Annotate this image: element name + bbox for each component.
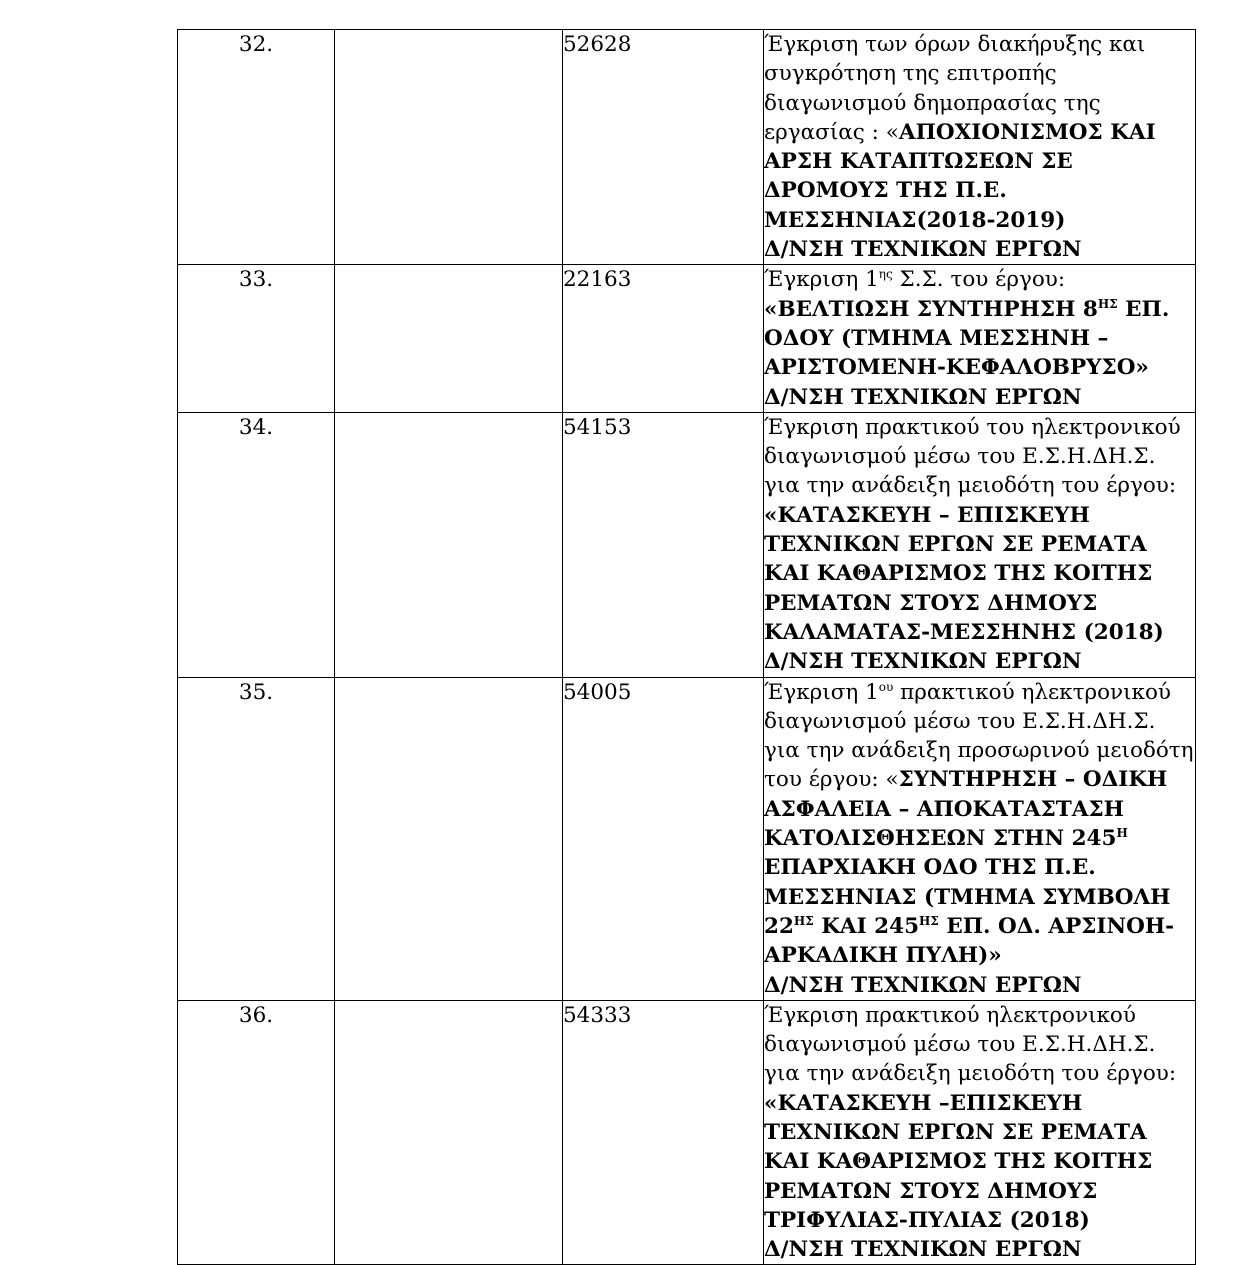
empty-cell xyxy=(335,1000,563,1265)
table-row xyxy=(178,677,1196,1000)
empty-cell xyxy=(335,265,563,412)
department-label: Δ/ΝΣΗ ΤΕΧΝΙΚΩΝ ΕΡΓΩΝ xyxy=(764,972,1082,998)
item-number: 32. xyxy=(178,30,335,265)
superscript-text: ΗΣ xyxy=(919,913,939,928)
description-fragment: ΣΥΝΤΗΡΗΣΗ – ΟΔΙΚΗ ΑΣΦΑΛΕΙΑ – ΑΠΟΚΑΤΑΣΤΑΣΗ ΚΑΤΟΛΙΣΘΗΣΕΩΝ ΣΤΗΝ 245 xyxy=(764,767,1168,852)
description-text xyxy=(764,1001,1195,1235)
item-number: 36. xyxy=(178,1000,335,1265)
item-description xyxy=(764,265,1196,412)
item-number: 33. xyxy=(178,265,335,412)
protocol-number: 54153 xyxy=(563,412,764,677)
agenda-table xyxy=(177,29,1196,1265)
description-fragment: ΕΠ. ΟΔΟΥ (ΤΜΗΜΑ ΜΕΣΣΗΝΗ – ΑΡΙΣΤΟΜΕΝΗ-ΚΕΦΑΛΟΒΡΥΣΟ» xyxy=(764,296,1170,381)
item-number: 34. xyxy=(178,412,335,677)
item-description xyxy=(764,1000,1196,1265)
item-number: 35. xyxy=(178,677,335,1000)
description-fragment: Έγκριση 1 xyxy=(764,267,879,293)
table-row xyxy=(178,412,1196,677)
superscript-text: ου xyxy=(878,679,894,694)
description-fragment: ΚΑΙ 245 xyxy=(813,913,920,939)
description-text xyxy=(764,678,1195,971)
table-row xyxy=(178,265,1196,412)
description-fragment: Σ.Σ. του έργου: xyxy=(892,267,1066,293)
table-row xyxy=(178,1000,1196,1265)
protocol-number: 54005 xyxy=(563,677,764,1000)
description-fragment: Έγκριση πρακτικού του ηλεκτρονικού διαγωνισμού μέσω του Ε.Σ.Η.ΔΗ.Σ. για την ανάδειξη μειοδότη του έργου: xyxy=(764,414,1181,499)
description-fragment: Έγκριση των όρων διακήρυξης και συγκρότηση της επιτροπής διαγωνισμού δημοπρασίας της εργασίας : « xyxy=(764,32,1146,145)
description-text xyxy=(764,413,1195,647)
item-description xyxy=(764,677,1196,1000)
superscript-text: ης xyxy=(878,267,893,282)
department-label: Δ/ΝΣΗ ΤΕΧΝΙΚΩΝ ΕΡΓΩΝ xyxy=(764,237,1082,263)
description-fragment: ΑΠΟΧΙΟΝΙΣΜΟΣ ΚΑΙ ΑΡΣΗ ΚΑΤΑΠΤΩΣΕΩΝ ΣΕ ΔΡΟΜΟΥΣ ΤΗΣ Π.Ε. ΜΕΣΣΗΝΙΑΣ(2018-2019) xyxy=(764,119,1156,233)
protocol-number: 54333 xyxy=(563,1000,764,1265)
department-label: Δ/ΝΣΗ ΤΕΧΝΙΚΩΝ ΕΡΓΩΝ xyxy=(764,384,1082,410)
agenda-table-body xyxy=(178,30,1196,1265)
protocol-number: 22163 xyxy=(563,265,764,412)
description-fragment: πρακτικού ηλεκτρονικού διαγωνισμού μέσω του Ε.Σ.Η.ΔΗ.Σ. για την ανάδειξη προσωρινού μειοδότη του έργου: « xyxy=(764,679,1194,793)
description-fragment: «ΒΕΛΤΙΩΣΗ ΣΥΝΤΗΡΗΣΗ 8 xyxy=(764,296,1098,322)
description-text xyxy=(764,30,1195,235)
superscript-text: ΗΣ xyxy=(793,913,814,928)
empty-cell xyxy=(335,677,563,1000)
description-fragment: Έγκριση πρακτικού ηλεκτρονικού διαγωνισμού μέσω του Ε.Σ.Η.ΔΗ.Σ. για την ανάδειξη μειοδότη του έργου: xyxy=(764,1002,1177,1087)
item-description xyxy=(764,412,1196,677)
department-label: Δ/ΝΣΗ ΤΕΧΝΙΚΩΝ ΕΡΓΩΝ xyxy=(764,1237,1082,1263)
description-fragment: ΕΠΑΡΧΙΑΚΗ ΟΔΟ ΤΗΣ Π.Ε. ΜΕΣΣΗΝΙΑΣ (ΤΜΗΜΑ ΣΥΜΒΟΛΗ 22 xyxy=(764,855,1171,939)
description-text xyxy=(764,265,1195,382)
empty-cell xyxy=(335,30,563,265)
empty-cell xyxy=(335,412,563,677)
protocol-number: 52628 xyxy=(563,30,764,265)
description-fragment: «ΚΑΤΑΣΚΕΥΗ –ΕΠΙΣΚΕΥΗ ΤΕΧΝΙΚΩΝ ΕΡΓΩΝ ΣΕ ΡΕΜΑΤΑ ΚΑΙ ΚΑΘΑΡΙΣΜΟΣ ΤΗΣ ΚΟΙΤΗΣ ΡΕΜΑΤΩΝ ΣΤΟΥΣ ΔΗΜΟΥΣ ΤΡΙΦΥΛΙΑΣ-ΠΥΛΙΑΣ (2018) xyxy=(764,1090,1153,1233)
description-fragment: «ΚΑΤΑΣΚΕΥΗ – ΕΠΙΣΚΕΥΗ ΤΕΧΝΙΚΩΝ ΕΡΓΩΝ ΣΕ ΡΕΜΑΤΑ ΚΑΙ ΚΑΘΑΡΙΣΜΟΣ ΤΗΣ ΚΟΙΤΗΣ ΡΕΜΑΤΩΝ ΣΤΟΥΣ ΔΗΜΟΥΣ ΚΑΛΑΜΑΤΑΣ-ΜΕΣΣΗΝΗΣ (2018) xyxy=(764,502,1164,645)
description-fragment: ΕΠ. ΟΔ. ΑΡΣΙΝΟΗ-ΑΡΚΑΔΙΚΗ ΠΥΛΗ)» xyxy=(764,913,1175,969)
table-row xyxy=(178,30,1196,265)
department-label: Δ/ΝΣΗ ΤΕΧΝΙΚΩΝ ΕΡΓΩΝ xyxy=(764,649,1082,675)
superscript-text: Η xyxy=(1116,826,1128,841)
item-description xyxy=(764,30,1196,265)
description-fragment: Έγκριση 1 xyxy=(764,679,879,705)
superscript-text: ΗΣ xyxy=(1097,296,1118,311)
